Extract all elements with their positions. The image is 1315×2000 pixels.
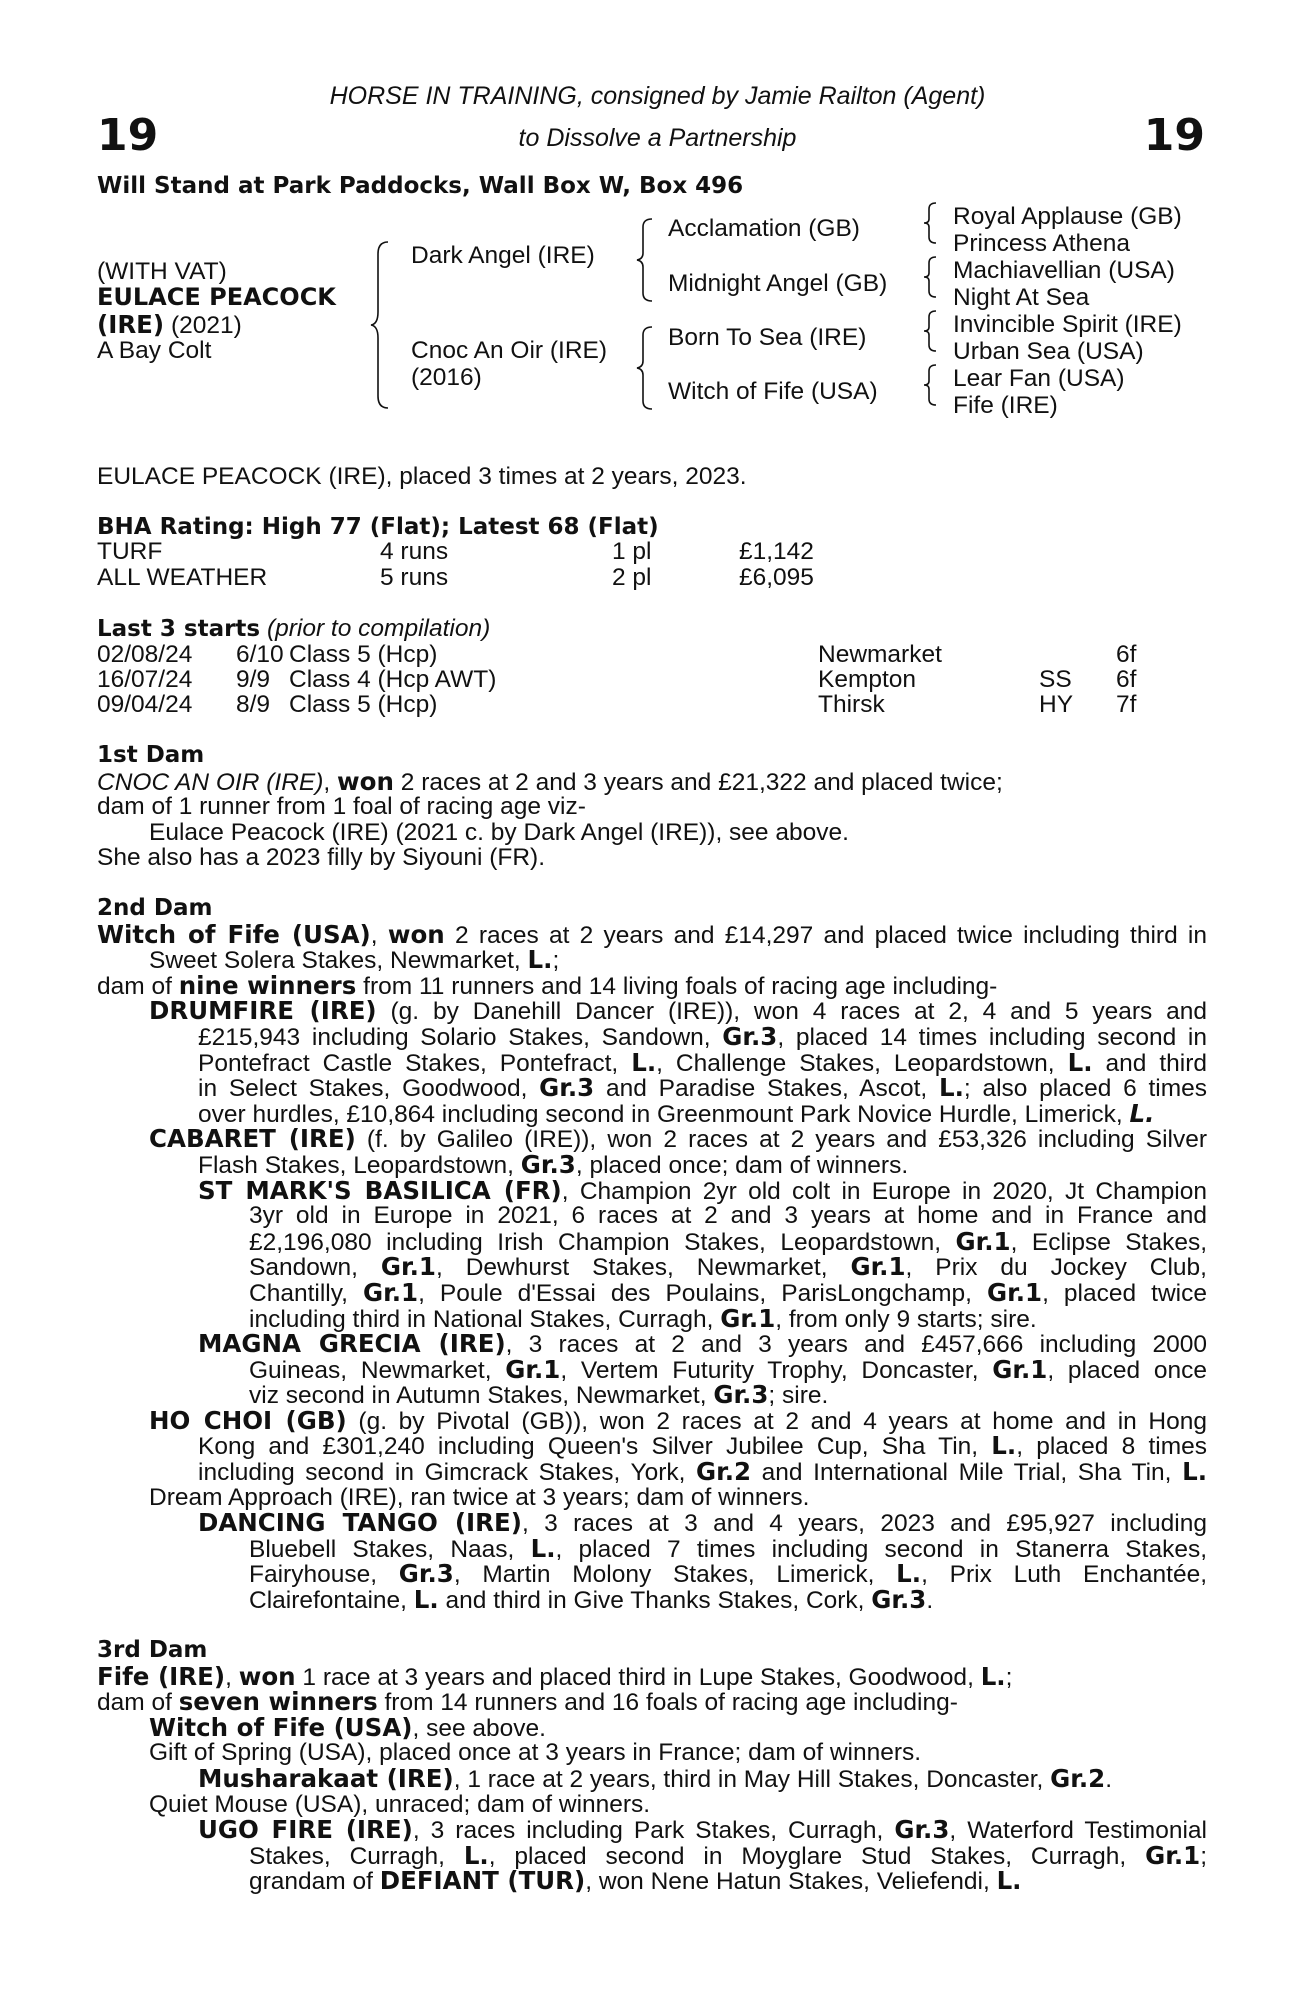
produce-line: Fairyhouse, Gr.3, Martin Molony Stakes, Limerick, L., Prix Luth Enchantée, xyxy=(249,1559,1207,1589)
start-distance: 7f xyxy=(1116,691,1137,718)
third-dam-line: Fife (IRE), won 1 race at 3 years and placed third in Lupe Stakes, Goodwood, L.; xyxy=(97,1661,1013,1691)
produce-line: Guineas, Newmarket, Gr.1, Vertem Futurity Trophy, Doncaster, Gr.1, placed once xyxy=(249,1354,1207,1384)
third-dam-section xyxy=(97,1638,1207,1894)
gp-dsd: Urban Sea (USA) xyxy=(953,338,1144,365)
rating-title: BHA Rating: High 77 (Flat); Latest 68 (Flat) xyxy=(97,514,659,540)
gp-sds: Machiavellian (USA) xyxy=(953,257,1175,284)
last-starts-note: (prior to compilation) xyxy=(266,615,491,642)
gp-sss: Royal Applause (GB) xyxy=(953,203,1182,230)
produce-line: CABARET (IRE) (f. by Galileo (IRE)), won 2 races at 2 years and £53,326 including Silver xyxy=(149,1124,1207,1154)
produce-line: Stakes, Curragh, L., placed second in Moyglare Stud Stakes, Curragh, Gr.1; xyxy=(249,1840,1207,1870)
start-course: Thirsk xyxy=(818,691,885,718)
produce-line: Quiet Mouse (USA), unraced; dam of winners. xyxy=(149,1790,651,1818)
rating-aw-prize: £6,095 xyxy=(739,564,814,591)
produce-line: DRUMFIRE (IRE) (g. by Danehill Dancer (IRE)), won 4 races at 2, 4 and 5 years and xyxy=(149,996,1207,1026)
gp-sdd: Night At Sea xyxy=(953,284,1090,311)
start-position: 8/9 xyxy=(236,691,271,718)
first-dam-title: 1st Dam xyxy=(97,742,205,768)
produce-line: including second in Gimcrack Stakes, York, Gr.2 and International Mile Trial, Sha Tin, L. xyxy=(198,1457,1208,1487)
produce-line: Dream Approach (IRE), ran twice at 3 years; dam of winners. xyxy=(149,1483,810,1511)
first-dam-line: She also has a 2023 filly by Siyouni (FR). xyxy=(97,844,546,872)
rating-aw-surface: ALL WEATHER xyxy=(97,564,268,591)
produce-line: Bluebell Stakes, Naas, L., placed 7 times including second in Stanerra Stakes, xyxy=(249,1533,1207,1563)
rating-turf-runs: 4 runs xyxy=(380,538,449,565)
produce-line: £2,196,080 including Irish Champion Stakes, Leopardstown, Gr.1, Eclipse Stakes, xyxy=(249,1226,1208,1256)
last-starts-title: Last 3 starts xyxy=(97,616,261,642)
dam-year: (2016) xyxy=(411,364,482,391)
sire-name: Dark Angel (IRE) xyxy=(411,242,595,269)
produce-line: Pontefract Castle Stakes, Pontefract, L., Challenge Stakes, Leopardstown, L. and third xyxy=(198,1047,1207,1077)
horse-description: A Bay Colt xyxy=(97,337,212,364)
rating-turf-prize: £1,142 xyxy=(739,538,814,565)
start-position: 6/10 xyxy=(236,641,284,668)
produce-line: DANCING TANGO (IRE), 3 races at 3 and 4 years, 2023 and £95,927 including xyxy=(198,1508,1207,1538)
start-distance: 6f xyxy=(1116,666,1137,693)
start-race: Class 4 (Hcp AWT) xyxy=(289,666,497,693)
produce-line: 3yr old in Europe in 2021, 6 races at 2 and 3 years at home and in France and xyxy=(249,1202,1207,1230)
second-dam-title: 2nd Dam xyxy=(97,895,213,921)
pedigree-brace-dam xyxy=(636,325,658,411)
rating-turf-placed: 1 pl xyxy=(612,538,652,565)
produce-line: MAGNA GRECIA (IRE), 3 races at 2 and 3 years and £457,666 including 2000 xyxy=(198,1329,1207,1359)
first-dam-section xyxy=(97,743,1207,871)
horse-origin xyxy=(97,310,242,340)
produce-line: UGO FIRE (IRE), 3 races including Park Stakes, Curragh, Gr.3, Waterford Testimonial xyxy=(198,1815,1207,1845)
gp-ddd: Fife (IRE) xyxy=(953,392,1058,419)
produce-line: viz second in Autumn Stakes, Newmarket, Gr.3; sire. xyxy=(249,1380,829,1410)
second-dam-line: Sweet Solera Stakes, Newmarket, L.; xyxy=(149,945,560,975)
start-course: Newmarket xyxy=(818,641,942,668)
lot-number-left: 19 xyxy=(97,110,159,161)
start-date: 16/07/24 xyxy=(97,666,193,693)
second-dam-section xyxy=(97,896,1207,1613)
pedigree-brace-sire xyxy=(636,217,658,303)
rating-turf-surface: TURF xyxy=(97,538,163,565)
gp-dds: Lear Fan (USA) xyxy=(953,365,1125,392)
produce-line: over hurdles, £10,864 including second in Greenmount Park Novice Hurdle, Limerick, L. xyxy=(198,1098,1155,1128)
last-starts-heading xyxy=(97,615,490,643)
produce-line: including third in National Stakes, Curragh, Gr.1, from only 9 starts; sire. xyxy=(249,1303,1037,1333)
start-distance: 6f xyxy=(1116,641,1137,668)
horse-year: (2021) xyxy=(170,312,242,339)
lot-number-right: 19 xyxy=(1143,110,1205,161)
start-position: 9/9 xyxy=(236,666,271,693)
consignment-subheader: to Dissolve a Partnership xyxy=(518,124,797,152)
produce-line: Musharakaat (IRE), 1 race at 2 years, third in May Hill Stakes, Doncaster, Gr.2. xyxy=(198,1763,1113,1793)
vat-note: (WITH VAT) xyxy=(97,258,227,285)
second-dam-line: dam of nine winners from 11 runners and 14 living foals of racing age including- xyxy=(97,970,998,1000)
start-date: 02/08/24 xyxy=(97,641,193,668)
pedigree-brace-ss xyxy=(923,201,941,245)
produce-line: Witch of Fife (USA), see above. xyxy=(149,1712,546,1742)
produce-line: Flash Stakes, Leopardstown, Gr.3, placed once; dam of winners. xyxy=(198,1149,909,1179)
start-going: HY xyxy=(1039,691,1074,718)
consignment-header: HORSE IN TRAINING, consigned by Jamie Railton (Agent) xyxy=(329,82,986,110)
gp-dss: Invincible Spirit (IRE) xyxy=(953,311,1182,338)
pedigree-brace-sd xyxy=(923,255,941,299)
race-summary: EULACE PEACOCK (IRE), placed 3 times at 2 years, 2023. xyxy=(97,463,747,490)
dam-name: Cnoc An Oir (IRE) xyxy=(411,337,608,364)
produce-line: Chantilly, Gr.1, Poule d'Essai des Poulains, ParisLongchamp, Gr.1, placed twice xyxy=(249,1277,1207,1307)
second-dam-line: Witch of Fife (USA), won 2 races at 2 years and £14,297 and placed twice including third in xyxy=(97,919,1208,949)
produce-line: Gift of Spring (USA), placed once at 3 years in France; dam of winners. xyxy=(149,1739,922,1767)
dam-sire: Born To Sea (IRE) xyxy=(668,324,867,351)
start-course: Kempton xyxy=(818,666,917,693)
pedigree-brace-dd xyxy=(923,363,941,407)
start-going: SS xyxy=(1039,666,1072,693)
pedigree-brace-main xyxy=(370,240,394,410)
dam-dam: Witch of Fife (USA) xyxy=(668,378,878,405)
stand-location: Will Stand at Park Paddocks, Wall Box W, Box 496 xyxy=(97,173,744,199)
horse-name: EULACE PEACOCK xyxy=(97,283,336,311)
pedigree-brace-ds xyxy=(923,309,941,353)
start-race: Class 5 (Hcp) xyxy=(289,691,438,718)
produce-line: in Select Stakes, Goodwood, Gr.3 and Paradise Stakes, Ascot, L.; also placed 6 times xyxy=(198,1073,1207,1103)
produce-line: Sandown, Gr.1, Dewhurst Stakes, Newmarket, Gr.1, Prix du Jockey Club, xyxy=(249,1252,1207,1282)
sire-sire: Acclamation (GB) xyxy=(668,215,860,242)
first-dam-line: CNOC AN OIR (IRE), won 2 races at 2 and 3 years and £21,322 and placed twice; xyxy=(97,766,1003,796)
produce-line: grandam of DEFIANT (TUR), won Nene Hatun Stakes, Veliefendi, L. xyxy=(249,1866,1022,1896)
produce-line: Clairefontaine, L. and third in Give Thanks Stakes, Cork, Gr.3. xyxy=(249,1585,934,1615)
produce-line: £215,943 including Solario Stakes, Sandown, Gr.3, placed 14 times including second in xyxy=(198,1021,1207,1051)
produce-line: Kong and £301,240 including Queen's Silver Jubilee Cup, Sha Tin, L., placed 8 times xyxy=(198,1431,1207,1461)
first-dam-line: dam of 1 runner from 1 foal of racing age viz- xyxy=(97,793,586,821)
horse-country: (IRE) xyxy=(97,310,165,339)
third-dam-title: 3rd Dam xyxy=(97,1637,208,1663)
produce-line: ST MARK'S BASILICA (FR), Champion 2yr old colt in Europe in 2020, Jt Champion xyxy=(198,1175,1207,1205)
start-date: 09/04/24 xyxy=(97,691,193,718)
sire-dam: Midnight Angel (GB) xyxy=(668,270,888,297)
rating-aw-placed: 2 pl xyxy=(612,564,652,591)
produce-line: HO CHOI (GB) (g. by Pivotal (GB)), won 2 races at 2 and 4 years at home and in Hong xyxy=(149,1405,1208,1435)
rating-aw-runs: 5 runs xyxy=(380,564,449,591)
first-dam-produce: Eulace Peacock (IRE) (2021 c. by Dark Angel (IRE)), see above. xyxy=(149,818,849,846)
gp-ssd: Princess Athena xyxy=(953,230,1131,257)
start-race: Class 5 (Hcp) xyxy=(289,641,438,668)
third-dam-line: dam of seven winners from 14 runners and 16 foals of racing age including- xyxy=(97,1687,958,1717)
